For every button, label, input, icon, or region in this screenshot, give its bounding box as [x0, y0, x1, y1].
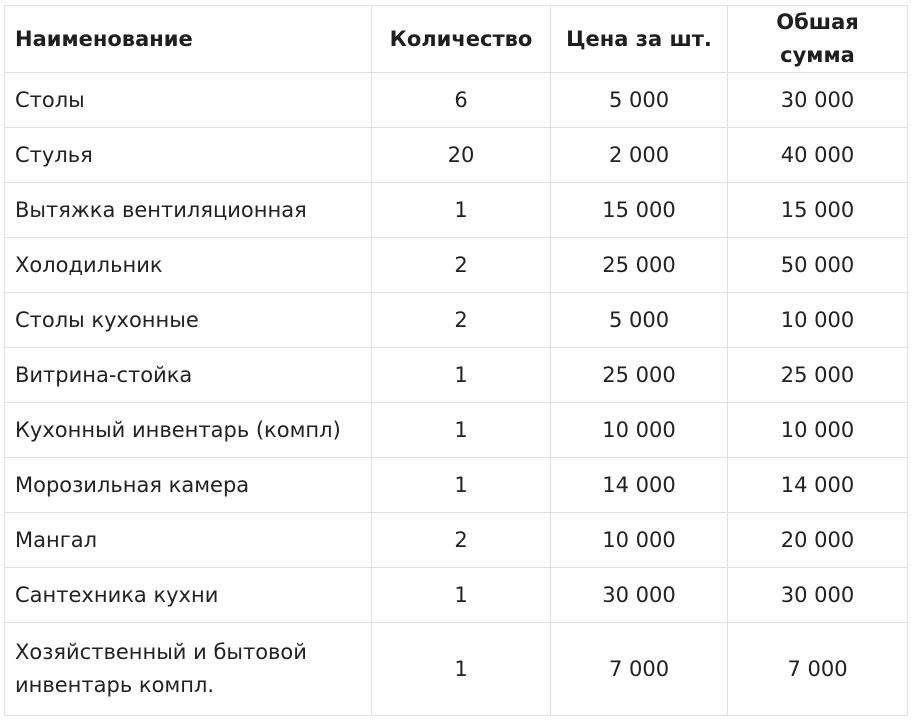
cell-total: 10 000 — [728, 403, 908, 458]
cell-unit-price: 10 000 — [551, 403, 728, 458]
table-row — [5, 568, 908, 623]
table-row — [5, 348, 908, 403]
header-unit-price: Цена за шт. — [551, 6, 728, 73]
table-row — [5, 238, 908, 293]
cell-unit-price: 25 000 — [551, 238, 728, 293]
cell-name: Морозильная камера — [5, 458, 372, 513]
cell-unit-price: 2 000 — [551, 128, 728, 183]
cell-total: 50 000 — [728, 238, 908, 293]
cell-total: 40 000 — [728, 128, 908, 183]
table-row — [5, 403, 908, 458]
header-row — [5, 6, 908, 73]
equipment-table-container — [4, 5, 907, 716]
header-total: Обшая сумма — [728, 6, 908, 73]
table-header — [5, 6, 908, 73]
cell-total: 15 000 — [728, 183, 908, 238]
cell-unit-price: 7 000 — [551, 623, 728, 716]
cell-total: 30 000 — [728, 73, 908, 128]
cell-quantity: 2 — [372, 293, 551, 348]
cell-quantity: 1 — [372, 183, 551, 238]
cell-quantity: 1 — [372, 403, 551, 458]
cell-name: Столы кухонные — [5, 293, 372, 348]
table-row — [5, 623, 908, 716]
cell-total: 25 000 — [728, 348, 908, 403]
cell-name: Хозяйственный и бытовой инвентарь компл. — [5, 623, 372, 716]
cell-quantity: 6 — [372, 73, 551, 128]
header-name: Наименование — [5, 6, 372, 73]
table-row — [5, 128, 908, 183]
cell-unit-price: 10 000 — [551, 513, 728, 568]
cell-unit-price: 15 000 — [551, 183, 728, 238]
cell-total: 30 000 — [728, 568, 908, 623]
table-row — [5, 73, 908, 128]
cell-quantity: 2 — [372, 238, 551, 293]
cell-total: 10 000 — [728, 293, 908, 348]
cell-quantity: 1 — [372, 348, 551, 403]
cell-quantity: 20 — [372, 128, 551, 183]
cell-unit-price: 25 000 — [551, 348, 728, 403]
header-quantity: Количество — [372, 6, 551, 73]
cell-quantity: 1 — [372, 458, 551, 513]
cell-unit-price: 5 000 — [551, 73, 728, 128]
cell-name: Стулья — [5, 128, 372, 183]
table-row — [5, 293, 908, 348]
cell-name: Витрина-стойка — [5, 348, 372, 403]
cell-unit-price: 30 000 — [551, 568, 728, 623]
cell-unit-price: 5 000 — [551, 293, 728, 348]
cell-quantity: 2 — [372, 513, 551, 568]
equipment-table — [4, 5, 908, 716]
table-row — [5, 513, 908, 568]
cell-total: 7 000 — [728, 623, 908, 716]
cell-unit-price: 14 000 — [551, 458, 728, 513]
cell-name: Вытяжка вентиляционная — [5, 183, 372, 238]
table-body — [5, 73, 908, 716]
cell-name: Кухонный инвентарь (компл) — [5, 403, 372, 458]
cell-name: Холодильник — [5, 238, 372, 293]
cell-quantity: 1 — [372, 568, 551, 623]
cell-total: 14 000 — [728, 458, 908, 513]
table-row — [5, 458, 908, 513]
cell-name: Мангал — [5, 513, 372, 568]
cell-name: Сантехника кухни — [5, 568, 372, 623]
cell-name: Столы — [5, 73, 372, 128]
cell-quantity: 1 — [372, 623, 551, 716]
cell-total: 20 000 — [728, 513, 908, 568]
table-row — [5, 183, 908, 238]
